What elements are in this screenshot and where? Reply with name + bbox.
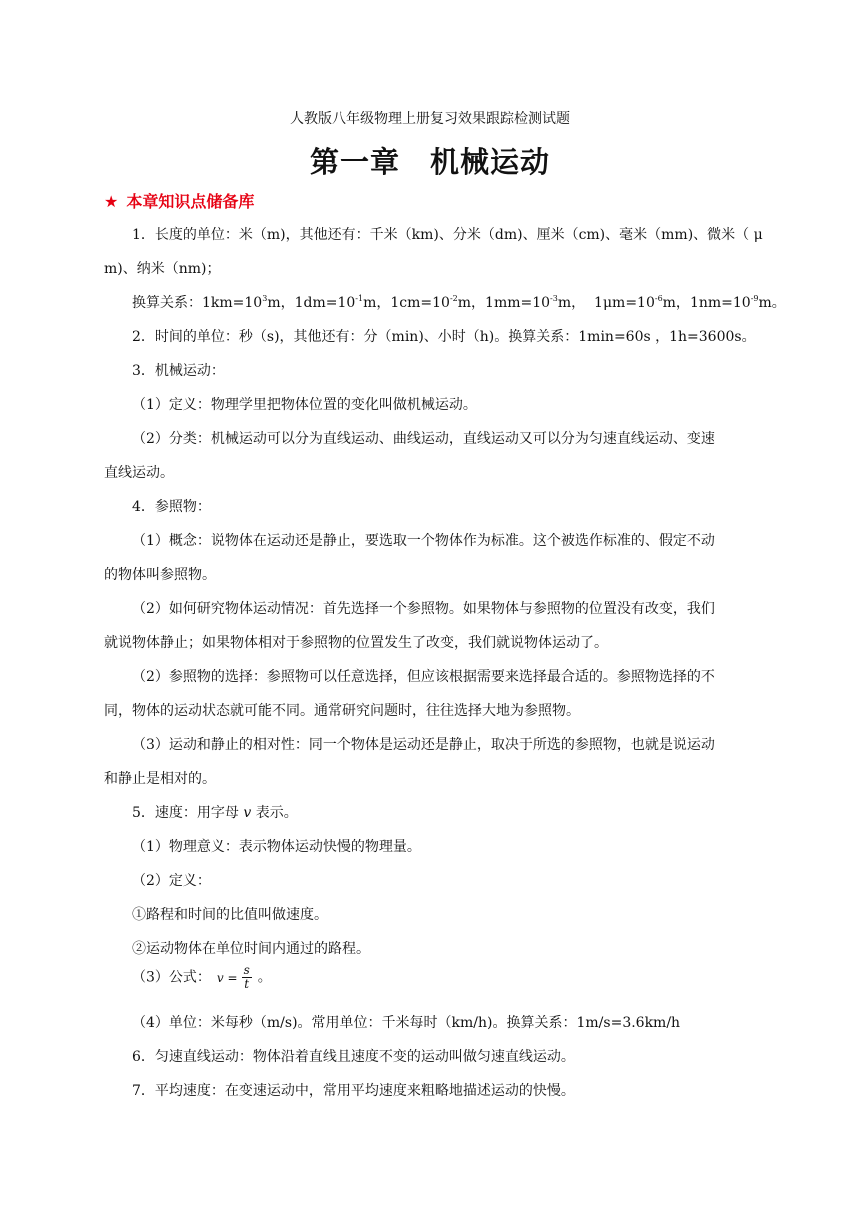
formula-denominator: t (244, 977, 250, 991)
para-length-units: 1．长度的单位：米（m)，其他还有：千米（km)、分米（dm)、厘米（cm)、毫米（mm)、微米（ μ (132, 227, 763, 243)
conv-um-unit: m， (662, 295, 690, 311)
conv-nm-unit: m。 (758, 295, 786, 311)
formula-fraction (242, 964, 252, 991)
para-reference-choice-cont: 同，物体的运动状态就可能不同。通常研究问题时，往往选择大地为参照物。 (104, 703, 580, 719)
para-average-speed: 7．平均速度：在变速运动中，常用平均速度来粗略地描述运动的快慢。 (132, 1083, 575, 1099)
formula-end: 。 (257, 969, 272, 986)
para-motion-classification: （2）分类：机械运动可以分为直线运动、曲线运动，直线运动又可以分为匀速直线运动、变速 (132, 431, 715, 447)
para-reference-concept-cont: 的物体叫参照物。 (104, 567, 216, 583)
conv-dm: 1dm=10 (294, 295, 356, 311)
para-mechanical-motion: 3．机械运动： (132, 363, 225, 379)
para-speed-units: （4）单位：米每秒（m/s)。常用单位：千米每时（km/h)。换算关系：1m/s=3.6km/h (132, 1015, 681, 1031)
speed-intro-end: 表示。 (251, 805, 298, 821)
para-relativity: （3）运动和静止的相对性：同一个物体是运动还是静止，取决于所选的参照物，也就是说运动 (132, 737, 715, 753)
conv-um: 1μm=10 (594, 295, 655, 311)
formula-numerator: s (243, 963, 250, 977)
para-reference-concept: （1）概念：说物体在运动还是静止，要选取一个物体作为标准。这个被选作标准的、假定不动 (132, 533, 715, 549)
para-speed (132, 802, 792, 822)
para-uniform-motion: 6．匀速直线运动：物体沿着直线且速度不变的运动叫做匀速直线运动。 (132, 1049, 575, 1065)
para-speed-definition: （2）定义： (132, 873, 211, 889)
conv-km: 1km=10 (202, 295, 263, 311)
para-length-units-cont: m)、纳米（nm)； (104, 261, 221, 277)
formula-lhs: v = (216, 970, 238, 985)
conv-km-unit: m， (267, 295, 295, 311)
star-icon: ★ (104, 192, 119, 211)
chapter-title: 机械运动 (430, 145, 551, 179)
conv-dm-exp: -1 (355, 294, 364, 303)
para-time-units: 2．时间的单位：秒（s)，其他还有：分（min)、小时（h)。换算关系：1min=60s ，1h=3600s。 (132, 329, 756, 345)
conv-dm-unit: m， (363, 295, 391, 311)
formula-label: （3）公式： (132, 969, 211, 986)
speed-symbol: v (243, 805, 252, 821)
conversion-label: 换算关系： (132, 295, 202, 311)
conv-cm-unit: m， (457, 295, 486, 311)
para-reference-object: 4．参照物： (132, 499, 211, 515)
section-title: 本章知识点储备库 (126, 192, 255, 211)
para-motion-classification-cont: 直线运动。 (104, 465, 174, 481)
conv-cm-exp: -2 (449, 294, 458, 303)
conv-cm: 1cm=10 (390, 295, 450, 311)
conv-nm-exp: -9 (750, 294, 759, 303)
section-heading (104, 189, 254, 212)
chapter-number: 第一章 (309, 145, 400, 179)
para-study-motion-cont: 就说物体静止；如果物体相对于参照物的位置发生了改变，我们就说物体运动了。 (104, 635, 608, 651)
conv-mm-exp: -3 (550, 294, 558, 303)
conv-nm: 1nm=10 (689, 295, 751, 311)
speed-intro: 5．速度：用字母 (132, 805, 244, 821)
conv-km-exp: 3 (262, 294, 268, 303)
para-speed-def-1: ①路程和时间的比值叫做速度。 (132, 907, 328, 923)
para-relativity-cont: 和静止是相对的。 (104, 771, 216, 787)
conv-um-exp: -6 (654, 294, 663, 303)
para-speed-formula (132, 964, 792, 991)
para-motion-definition: （1）定义：物理学里把物体位置的变化叫做机械运动。 (132, 397, 477, 413)
chapter-heading (0, 140, 860, 181)
para-study-motion: （2）如何研究物体运动情况：首先选择一个参照物。如果物体与参照物的位置没有改变，我们 (132, 601, 715, 617)
para-conversion (132, 292, 792, 312)
conv-mm: 1mm=10 (485, 295, 551, 311)
para-speed-meaning: （1）物理意义：表示物体运动快慢的物理量。 (132, 839, 421, 855)
para-speed-def-2: ②运动物体在单位时间内通过的路程。 (132, 941, 370, 957)
conv-mm-unit: m， (557, 295, 586, 311)
document-subtitle: 人教版八年级物理上册复习效果跟踪检测试题 (290, 111, 570, 127)
para-reference-choice: （2）参照物的选择：参照物可以任意选择，但应该根据需要来选择最合适的。参照物选择的不 (132, 669, 715, 685)
